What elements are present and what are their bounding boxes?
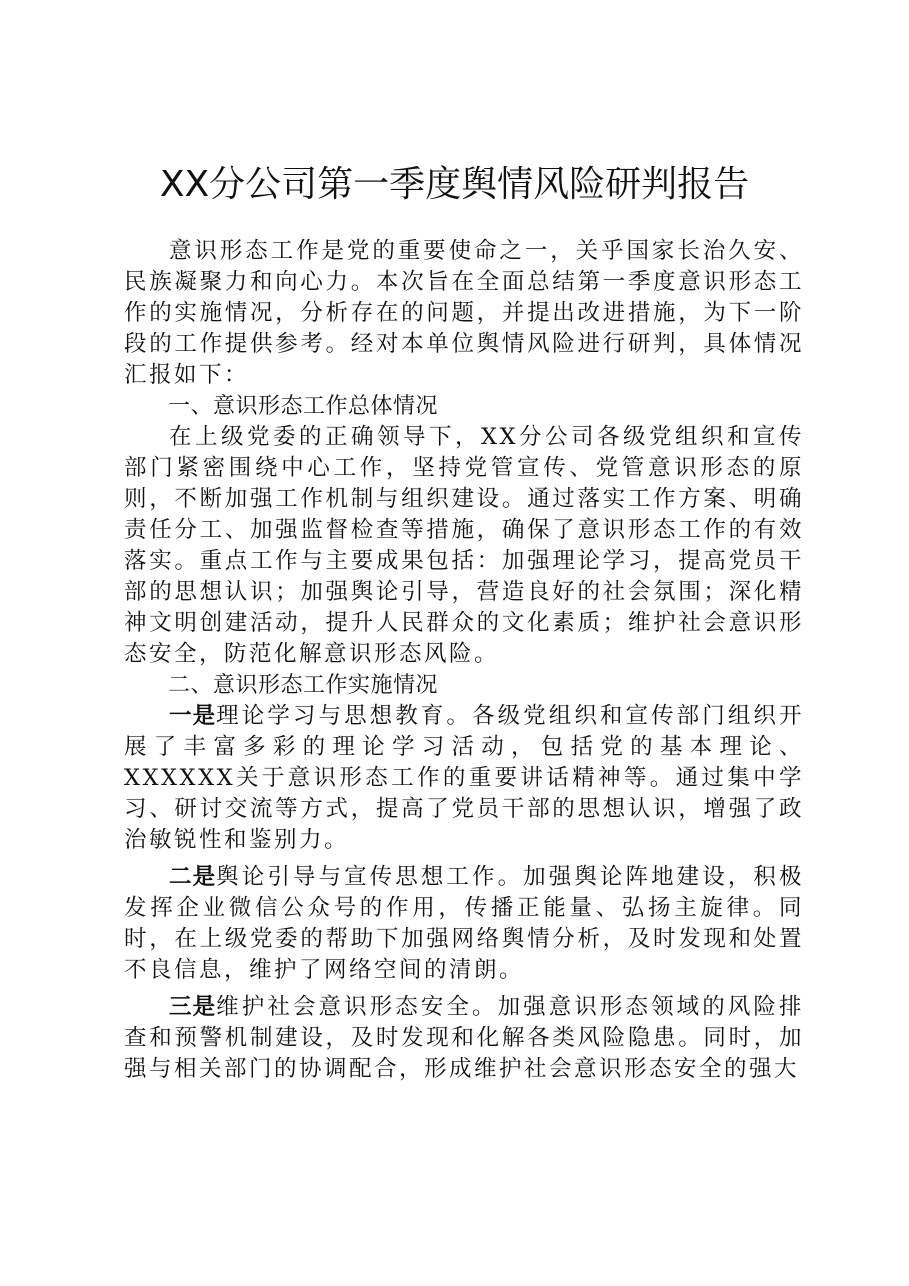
item-3-text: 维护社会意识形态安全。加强意识形态领域的风险排查和预警机制建设，及时发现和化解各类风险隐患。同时，加强与相关部门的协调配合，形成维护社会意识形态安全的强大 (124, 994, 804, 1082)
section-2-item-3 (124, 992, 804, 1085)
document-title: XX分公司第一季度舆情风险研判报告 (159, 164, 750, 205)
item-3-lead: 三是 (169, 994, 217, 1020)
item-2-lead: 二是 (169, 864, 217, 890)
section-2-item-1 (124, 701, 804, 856)
item-1-lead: 一是 (169, 703, 217, 729)
section-1-heading: 一、意识形态工作总体情况 (168, 394, 439, 419)
intro-paragraph: 意识形态工作是党的重要使命之一，关乎国家长治久安、民族凝聚力和向心力。本次旨在全面总结第一季度意识形态工作的实施情况，分析存在的问题，并提出改进措施，为下一阶段的工作提供参考。经对本单位舆情风险进行研判，具体情况汇报如下： (124, 238, 804, 388)
section-2-heading: 二、意识形态工作实施情况 (168, 673, 439, 698)
section-1-paragraph: 在上级党委的正确领导下，XX分公司各级党组织和宣传部门紧密围绕中心工作，坚持党管宣传、党管意识形态的原则，不断加强工作机制与组织建设。通过落实工作方案、明确责任分工、加强监督检查等措施，确保了意识形态工作的有效落实。重点工作与主要成果包括：加强理论学习，提高党员干部的思想认识；加强舆论引导，营造良好的社会氛围；深化精神文明创建活动，提升人民群众的文化素质；维护社会意识形态安全，防范化解意识形态风险。 (124, 424, 804, 667)
section-2-item-2 (124, 862, 804, 986)
document-body (124, 236, 804, 1085)
item-2-text: 舆论引导与宣传思想工作。加强舆论阵地建设，积极发挥企业微信公众号的作用，传播正能量、弘扬主旋律。同时，在上级党委的帮助下加强网络舆情分析，及时发现和处置不良信息，维护了网络空间的清朗。 (124, 864, 804, 983)
item-1-text: 理论学习与思想教育。各级党组织和宣传部门组织开展了丰富多彩的理论学习活动，包括党的基本理论、XXXXXX关于意识形态工作的重要讲话精神等。通过集中学习、研讨交流等方式，提高了党员干部的思想认识，增强了政治敏锐性和鉴别力。 (124, 703, 804, 853)
